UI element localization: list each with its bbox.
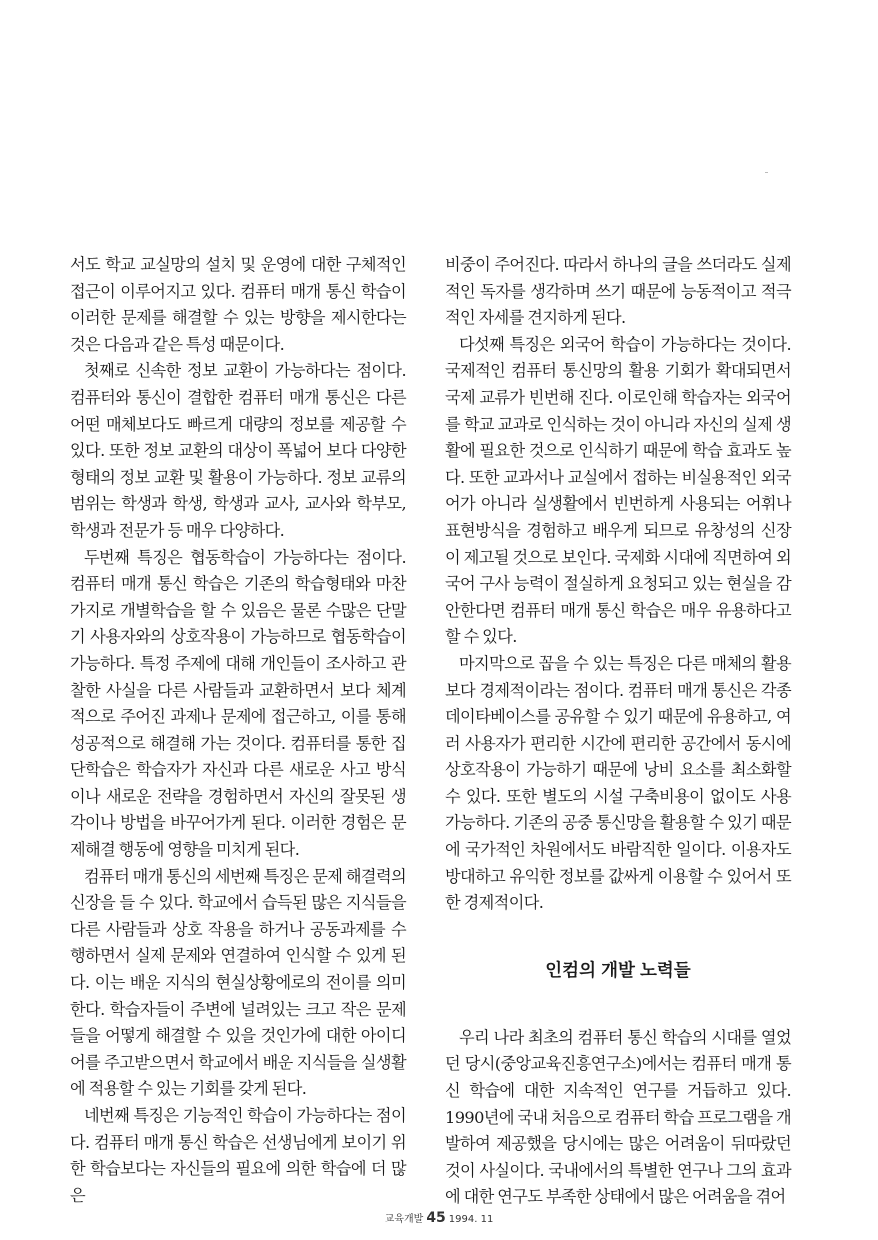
body-paragraph: 컴퓨터 매개 통신의 세번째 특징은 문제 해결력의 신장을 들 수 있다. 학교에서 습득된 많은 지식들을 다른 사람들과 상호 작용을 하거나 공동과제를 수행하면서 실제 문제와 연결하여 인식할 수 있게 된다. 이는 배운 지식의 현실상황에로의 전이를 의미한다. 학습자들이 주변에 널려있는 크고 작은 문제들을 어떻게 해결할 수 있을 것인가에 대한 아이디어를 주고받으면서 학교에서 배운 지식들을 실생활에 적용할 수 있는 기회를 갖게 된다.: [70, 866, 407, 1099]
body-paragraph: 다섯째 특징은 외국어 학습이 가능하다는 것이다. 국제적인 컴퓨터 통신망의 활용 기회가 확대되면서 국제 교류가 빈번해 진다. 이로인해 학습자는 외국어를 학교 교과로 인식하는 것이 아니라 자신의 실제 생활에 필요한 것으로 인식하기 때문에 학습 효과도 높다. 또한 교과서나 교실에서 접하는 비실용적인 외국어가 아니라 실생활에서 빈번하게 사용되는 어휘나 표현방식을 경험하고 배우게 되므로 유창성의 신장이 제고될 것으로 보인다. 국제화 시대에 직면하여 외국어 구사 능력이 절실하게 요청되고 있는 현실을 감안한다면 컴퓨터 매개 통신 학습은 매우 유용하다고 할 수 있다.: [445, 334, 791, 647]
body-paragraph: 서도 학교 교실망의 설치 및 운영에 대한 구체적인 접근이 이루어지고 있다. 컴퓨터 매개 통신 학습이 이러한 문제를 해결할 수 있는 방향을 제시한다는 것은 다음과 같은 특성 때문이다.: [70, 255, 406, 354]
body-paragraph: 우리 나라 최초의 컴퓨터 통신 학습의 시대를 열었던 당시(중앙교육진흥연구소)에서는 컴퓨터 매개 통신 학습에 대한 지속적인 연구를 거듭하고 있다. 1990년에 국내 처음으로 컴퓨터 학습 프로그램을 개발하여 제공했을 당시에는 많은 어려움이 뒤따랐던 것이 사실이다. 국내에서의 특별한 연구나 그의 효과에 대한 연구도 부족한 상태에서 많은 어려움을 겪어: [445, 1027, 791, 1207]
body-paragraph: 비중이 주어진다. 따라서 하나의 글을 쓰더라도 실제적인 독자를 생각하며 쓰기 때문에 능동적이고 적극적인 자세를 견지하게 된다.: [445, 255, 791, 328]
section-heading: 인컴의 개발 노력들: [545, 960, 691, 981]
body-paragraph: 두번째 특징은 협동학습이 가능하다는 점이다. 컴퓨터 매개 통신 학습은 기존의 학습형태와 마찬가지로 개별학습을 할 수 있음은 물론 수많은 단말기 사용자와의 상호작용이 가능하므로 협동학습이 가능하다. 특정 주제에 대해 개인들이 조사하고 관찰한 사실을 다른 사람들과 교환하면서 보다 체계적으로 주어진 과제나 문제에 접근하고, 이를 통해 성공적으로 해결해 가는 것이다. 컴퓨터를 통한 집단학습은 학습자가 자신과 다른 새로운 사고 방식이나 새로운 전략을 경험하면서 자신의 잘못된 생각이나 방법을 바꾸어가게 된다. 이러한 경험은 문제해결 행동에 영향을 미치게 된다.: [70, 547, 406, 860]
page-footer: [0, 1210, 878, 1226]
issue-date: 1994. 11: [448, 1214, 494, 1225]
magazine-name: 교육개발: [384, 1214, 424, 1225]
left-column: [70, 252, 406, 1209]
body-paragraph: 마지막으로 꼽을 수 있는 특징은 다른 매체의 활용보다 경제적이라는 점이다. 컴퓨터 매개 통신은 각종 데이타베이스를 공유할 수 있기 때문에 유용하고, 여러 사용자가 편리한 시간에 편리한 공간에서 동시에 상호작용이 가능하기 때문에 낭비 요소를 최소화할 수 있다. 또한 별도의 시설 구축비용이 없이도 사용 가능하다. 기존의 공중 통신망을 활용할 수 있기 때문에 국가적인 차원에서도 바람직한 일이다. 이용자도 방대하고 유익한 정보를 값싸게 이용할 수 있어서 또한 경제적이다.: [445, 653, 791, 913]
body-paragraph: 첫째로 신속한 정보 교환이 가능하다는 점이다. 컴퓨터와 통신이 결합한 컴퓨터 매개 통신은 다른 어떤 매체보다도 빠르게 대량의 정보를 제공할 수 있다. 또한 정보 교환의 대상이 폭넓어 보다 다양한 형태의 정보 교환 및 활용이 가능하다. 정보 교류의 범위는 학생과 학생, 학생과 교사, 교사와 학부모, 학생과 전문가 등 매우 다양하다.: [70, 361, 406, 540]
right-column: [445, 252, 791, 1211]
body-paragraph: 네번째 특징은 기능적인 학습이 가능하다는 점이다. 컴퓨터 매개 통신 학습은 선생님에게 보이기 위한 학습보다는 자신들의 필요에 의한 학습에 더 많은: [70, 1106, 406, 1205]
scan-speck: [765, 172, 768, 173]
page-number: 45: [426, 1210, 446, 1226]
